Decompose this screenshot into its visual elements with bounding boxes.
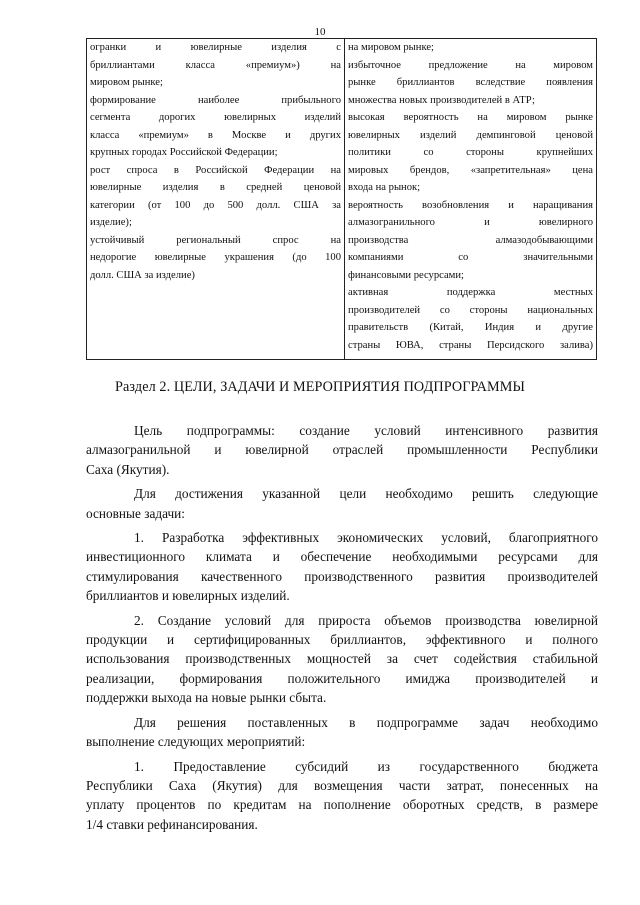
table-line: компаниями со значительными [348, 252, 593, 263]
table-line: высокая вероятность на мировом рынке [348, 112, 593, 123]
table-left-column [87, 39, 345, 359]
table-line: множества новых производителей в АТР; [348, 94, 535, 106]
table-line: политики со стороны крупнейших [348, 147, 593, 158]
text-line: использования производственных мощностей за счет содействия стабильной [86, 651, 598, 667]
table-line: мировых брендов, «запретительная» цена [348, 164, 593, 176]
table-line: категории (от 100 до 500 долл. США за [90, 199, 341, 211]
text-line: алмазогранильной и ювелирной отраслей промышленности Республики [86, 442, 598, 458]
table-line: мировом рынке; [90, 77, 163, 88]
table-line: производителей со стороны национальных [348, 304, 593, 316]
tasks-intro-paragraph [86, 484, 598, 523]
text-line: Для решения поставленных в подпрограмме задач необходимо [134, 714, 598, 730]
task-2-paragraph [86, 611, 598, 708]
table-line: долл. США за изделие) [90, 269, 195, 281]
task-1-paragraph [86, 528, 598, 606]
table-line: огранки и ювелирные изделия с [90, 42, 341, 53]
text-line: основные задачи: [86, 505, 185, 521]
table-line: класса «премиум» в Москве и других [90, 129, 341, 141]
text-line: уплату процентов по кредитам на пополнение оборотных средств, в размере [86, 797, 598, 813]
table-line: формирование наиболее прибыльного [90, 94, 341, 106]
table-line: финансовыми ресурсами; [348, 269, 464, 281]
table-line: на мировом рынке; [348, 42, 434, 53]
table-line: активная поддержка местных [348, 287, 593, 298]
table-line: ювелирных изделий демпинговой ценовой [348, 129, 593, 141]
goal-paragraph [86, 421, 598, 479]
text-line: 1. Предоставление субсидий из государственного бюджета [134, 758, 598, 774]
table-line: бриллиантами класса «премиум») на [90, 59, 341, 71]
text-line: Цель подпрограммы: создание условий интенсивного развития [134, 423, 598, 438]
measure-1-paragraph [86, 757, 598, 835]
text-line: 2. Создание условий для прироста объемов производства ювелирной [134, 612, 598, 628]
text-line: инвестиционного климата и обеспечение необходимыми ресурсами для [86, 549, 598, 565]
text-line: продукции и сертифицированных бриллиантов, эффективного и полного [86, 632, 598, 648]
table-line: крупных городах Российской Федерации; [90, 147, 278, 158]
text-line: бриллиантов и ювелирных изделий. [86, 588, 290, 604]
text-line: реализации, формирования положительного имиджа производителей и [86, 670, 598, 686]
text-line: поддержки выхода на новые рынки сбыта. [86, 690, 327, 706]
table-line: правительств (Китай, Индия и другие [348, 322, 593, 333]
table-line: страны ЮВА, страны Персидского залива) [348, 339, 593, 351]
table-line: рынке бриллиантов вследствие появления [348, 77, 593, 88]
table-line: производства алмазодобывающими [348, 234, 593, 246]
text-line: Республики Саха (Якутия) для возмещения части затрат, понесенных на [86, 777, 598, 793]
table-line: изделие); [90, 217, 132, 228]
measures-intro-paragraph [86, 713, 598, 752]
section-title: Раздел 2. ЦЕЛИ, ЗАДАЧИ И МЕРОПРИЯТИЯ ПОДПРОГРАММЫ [115, 379, 525, 395]
table-line: входа на рынок; [348, 182, 421, 193]
body-text [86, 421, 598, 834]
table-line: рост спроса в Российской Федерации на [90, 164, 341, 176]
table-right-column [345, 39, 596, 359]
table-line: сегмента дорогих ювелирных изделий [90, 112, 341, 123]
swot-table [86, 38, 597, 360]
text-line: 1/4 ставки рефинансирования. [86, 816, 258, 832]
table-line: избыточное предложение на мировом [348, 59, 593, 71]
table-line: недорогие ювелирные украшения (до 100 [90, 252, 341, 263]
table-line: устойчивый региональный спрос на [90, 234, 341, 246]
page-number: 10 [314, 26, 326, 38]
table-line: вероятность возобновления и наращивания [348, 199, 593, 211]
table-line: алмазогранильного и ювелирного [348, 217, 593, 228]
text-line: выполнение следующих мероприятий: [86, 734, 306, 750]
text-line: 1. Разработка эффективных экономических условий, благоприятного [134, 530, 598, 546]
text-line: Саха (Якутия). [86, 461, 170, 477]
table-line: ювелирные изделия в средней ценовой [90, 182, 341, 193]
text-line: Для достижения указанной цели необходимо решить следующие [134, 486, 598, 502]
text-line: стимулирования качественного производственного развития производителей [86, 568, 598, 584]
